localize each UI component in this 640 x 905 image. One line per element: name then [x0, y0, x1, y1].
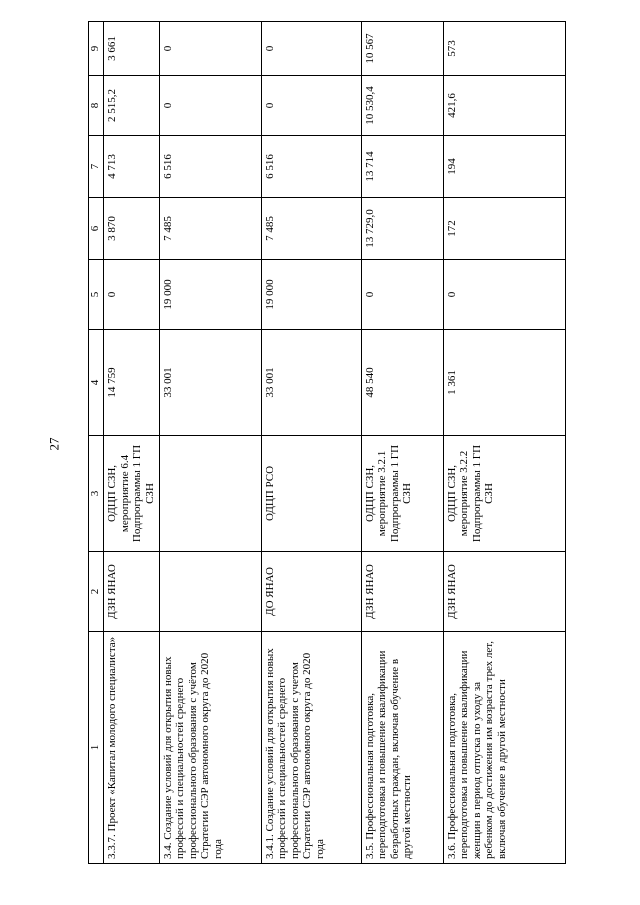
value-cell: 172 [443, 198, 565, 260]
column-number-row [89, 22, 104, 864]
value-cell: 7 485 [261, 198, 361, 260]
value-cell: 19 000 [159, 260, 261, 330]
value-cell: 3 661 [104, 22, 160, 76]
column-header: 3 [89, 436, 104, 552]
executor-cell: ДЗН ЯНАО [361, 552, 443, 632]
value-cell: 194 [443, 136, 565, 198]
value-cell: 48 540 [361, 330, 443, 436]
column-header: 4 [89, 330, 104, 436]
table-row [361, 22, 443, 864]
column-header: 1 [89, 632, 104, 864]
value-cell: 0 [104, 260, 160, 330]
value-cell: 0 [159, 76, 261, 136]
value-cell: 7 485 [159, 198, 261, 260]
source-program-cell: ОДЦП СЗН, мероприятие 6.4 Подпрограммы 1 ГП СЗН [104, 436, 160, 552]
column-header: 7 [89, 136, 104, 198]
document-table-container [88, 22, 560, 864]
value-cell: 6 516 [261, 136, 361, 198]
value-cell: 13 729,0 [361, 198, 443, 260]
column-header: 9 [89, 22, 104, 76]
value-cell: 0 [443, 260, 565, 330]
value-cell: 33 001 [261, 330, 361, 436]
program-measures-table [88, 21, 566, 864]
measure-name-cell: 3.4. Создание условий для открытия новых профессий и специальностей среднего профессионального образования с учётом Стратегии СЭР автономного округа до 2020 года [159, 632, 261, 864]
column-header: 8 [89, 76, 104, 136]
table-row [159, 22, 261, 864]
table-row [261, 22, 361, 864]
measure-name-cell: 3.5. Профессиональная подготовка, переподготовка и повышение квалификации безработных граждан, включая обучение в другой местности [361, 632, 443, 864]
executor-cell: ДЗН ЯНАО [104, 552, 160, 632]
executor-cell [159, 552, 261, 632]
value-cell: 573 [443, 22, 565, 76]
column-header: 2 [89, 552, 104, 632]
measure-name-cell: 3.6. Профессиональная подготовка, переподготовка и повышение квалификации женщин в период отпуска по уходу за ребенком до достижения им возраста трех лет, включая обучение в другой местности [443, 632, 565, 864]
value-cell: 0 [361, 260, 443, 330]
value-cell: 4 713 [104, 136, 160, 198]
value-cell: 33 001 [159, 330, 261, 436]
column-header: 5 [89, 260, 104, 330]
executor-cell: ДО ЯНАО [261, 552, 361, 632]
value-cell: 10 567 [361, 22, 443, 76]
column-header: 6 [89, 198, 104, 260]
table-row [104, 22, 160, 864]
page-number: 27 [46, 437, 62, 451]
value-cell: 6 516 [159, 136, 261, 198]
table-row [443, 22, 565, 864]
value-cell: 3 870 [104, 198, 160, 260]
value-cell: 14 759 [104, 330, 160, 436]
value-cell: 1 361 [443, 330, 565, 436]
source-program-cell [159, 436, 261, 552]
source-program-cell: ОДЦП РСО [261, 436, 361, 552]
measure-name-cell: 3.3.7. Проект «Капитал молодого специалиста» [104, 632, 160, 864]
measure-name-cell: 3.4.1. Создание условий для открытия новых профессий и специальностей среднего профессионального образования с учетом Стратегии СЭР автономного округа до 2020 года [261, 632, 361, 864]
value-cell: 2 515,2 [104, 76, 160, 136]
value-cell: 0 [159, 22, 261, 76]
source-program-cell: ОДЦП СЗН, мероприятие 3.2.1 Подпрограммы 1 ГП СЗН [361, 436, 443, 552]
executor-cell: ДЗН ЯНАО [443, 552, 565, 632]
value-cell: 19 000 [261, 260, 361, 330]
source-program-cell: ОДЦП СЗН, мероприятие 3.2.2 Подпрограммы 1 ГП СЗН [443, 436, 565, 552]
value-cell: 0 [261, 76, 361, 136]
value-cell: 10 530,4 [361, 76, 443, 136]
value-cell: 421,6 [443, 76, 565, 136]
value-cell: 0 [261, 22, 361, 76]
value-cell: 13 714 [361, 136, 443, 198]
